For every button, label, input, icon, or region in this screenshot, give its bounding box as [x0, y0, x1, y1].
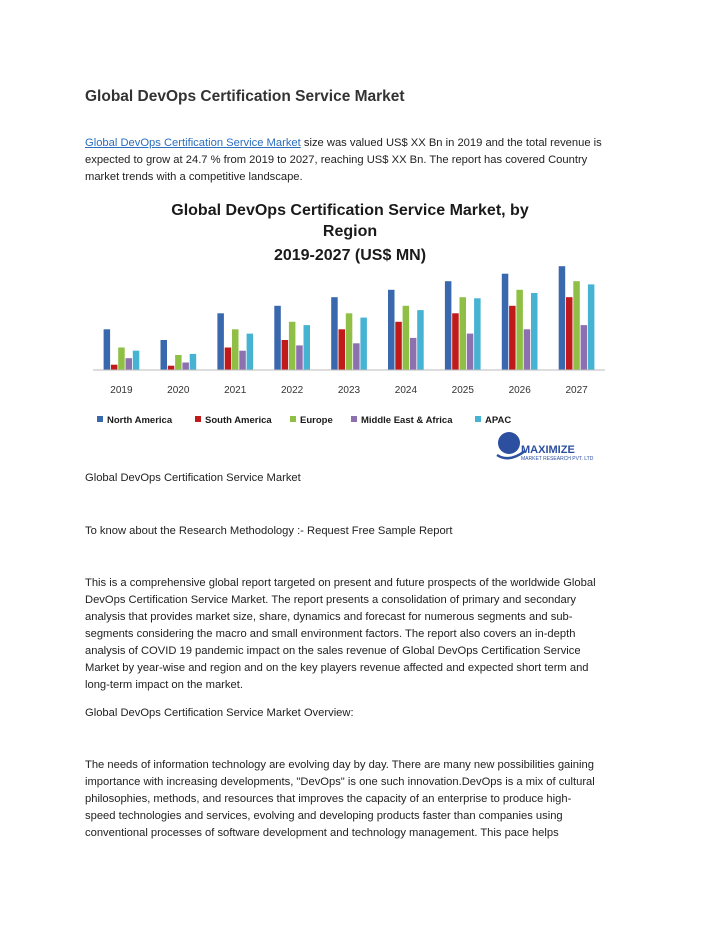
overview-line: conventional processes of software development and technology management. This pace helps [85, 827, 559, 839]
x-tick-label: 2021 [224, 385, 247, 396]
report-line: long-term impact on the market. [85, 679, 243, 691]
bar-apac-2020 [190, 354, 197, 370]
x-tick-label: 2019 [110, 385, 133, 396]
overview-line: The needs of information technology are evolving day by day. There are many new possibilities gaining [85, 759, 594, 771]
bar-middle-east-africa-2024 [410, 338, 417, 370]
intro-text-1: size was valued US$ XX Bn in 2019 and the total revenue is [300, 137, 602, 149]
bar-north-america-2022 [274, 306, 281, 370]
methodology-line[interactable]: To know about the Research Methodology :- Request Free Sample Report [85, 525, 453, 537]
report-line: analysis that provides market size, share, dynamics and forecast for numerous segments and sub- [85, 611, 573, 623]
overview-paragraph [85, 757, 645, 842]
bar-europe-2025 [460, 297, 467, 370]
report-line: DevOps Certification Service Market. The report presents a consolidation of primary and secondary [85, 594, 577, 606]
legend-swatch [475, 416, 481, 422]
bar-north-america-2019 [104, 329, 111, 370]
intro-text-3: market trends with a competitive landscape. [85, 171, 303, 183]
bar-south-america-2026 [509, 306, 515, 370]
x-tick-label: 2026 [508, 385, 531, 396]
bar-south-america-2027 [566, 297, 573, 370]
overview-line: philosophies, methods, and resources that improves the capacity of an enterprise to produce high- [85, 793, 572, 805]
globe-icon [498, 432, 520, 454]
intro-paragraph [85, 135, 645, 186]
chart-caption: Global DevOps Certification Service Market [85, 472, 301, 484]
legend-label: APAC [485, 415, 512, 426]
bar-europe-2023 [346, 313, 353, 370]
bar-middle-east-africa-2025 [467, 334, 474, 370]
report-line: segments considering the macro and small environment factors. The report also covers an in-depth [85, 628, 576, 640]
intro-text-2: expected to grow at 24.7 % from 2019 to 2027, reaching US$ XX Bn. The report has covered Country [85, 154, 588, 166]
overview-heading: Global DevOps Certification Service Market Overview: [85, 707, 354, 719]
bar-south-america-2019 [111, 365, 118, 370]
bar-south-america-2020 [168, 366, 175, 370]
bar-europe-2027 [573, 281, 580, 370]
report-line: Market by year-wise and region and on the key players revenue affected and expected short term and [85, 662, 589, 674]
legend-label: Middle East & Africa [361, 415, 453, 426]
bar-apac-2027 [588, 284, 595, 370]
bar-north-america-2026 [502, 274, 509, 370]
market-link[interactable]: Global DevOps Certification Service Market [85, 137, 301, 149]
bar-chart [85, 193, 615, 468]
bar-middle-east-africa-2021 [239, 351, 246, 370]
bar-north-america-2025 [445, 281, 452, 370]
bar-apac-2026 [531, 293, 538, 370]
report-line: This is a comprehensive global report targeted on present and future prospects of the worldwide Global [85, 577, 596, 589]
bar-apac-2021 [247, 334, 254, 370]
legend-swatch [195, 416, 201, 422]
bar-europe-2024 [403, 306, 410, 370]
overview-line: importance with increasing developments, "DevOps" is one such innovation.DevOps is a mix of cultural [85, 776, 595, 788]
bar-north-america-2023 [331, 297, 338, 370]
chart-plot [85, 193, 615, 468]
bar-apac-2025 [474, 298, 481, 370]
maximize-logo [497, 432, 594, 462]
bar-europe-2026 [516, 290, 523, 370]
bar-north-america-2020 [161, 340, 168, 370]
legend-swatch [290, 416, 296, 422]
bar-middle-east-africa-2026 [524, 329, 531, 370]
page-title: Global DevOps Certification Service Market [85, 88, 405, 105]
bar-middle-east-africa-2020 [182, 363, 189, 371]
logo-subtitle: MARKET RESEARCH PVT. LTD [521, 456, 594, 462]
bar-apac-2022 [304, 325, 311, 370]
legend-label: North America [107, 415, 173, 426]
bar-apac-2019 [133, 351, 140, 370]
x-tick-label: 2020 [167, 385, 190, 396]
x-tick-label: 2023 [337, 385, 361, 396]
bar-north-america-2024 [388, 290, 395, 370]
logo-name: MAXIMIZE [521, 444, 575, 456]
legend-swatch [351, 416, 357, 422]
chart-title-line-2: Region [322, 223, 378, 240]
x-tick-label: 2022 [280, 385, 304, 396]
bar-middle-east-africa-2022 [296, 345, 303, 370]
bar-middle-east-africa-2027 [581, 325, 588, 370]
x-tick-label: 2025 [451, 385, 474, 396]
bar-apac-2023 [360, 318, 367, 370]
chart-title-line-1: Global DevOps Certification Service Market, by [171, 202, 529, 219]
x-tick-label: 2027 [565, 385, 588, 396]
bar-europe-2020 [175, 355, 182, 370]
legend-swatch [97, 416, 103, 422]
bar-north-america-2021 [217, 313, 224, 370]
chart-title-line-3: 2019-2027 (US$ MN) [273, 247, 427, 264]
bar-south-america-2022 [282, 340, 289, 370]
legend-label: Europe [300, 415, 333, 426]
bar-south-america-2021 [225, 348, 232, 371]
bar-north-america-2027 [559, 266, 566, 370]
bar-middle-east-africa-2023 [353, 343, 360, 370]
report-line: analysis of COVID 19 pandemic impact on the sales revenue of Global DevOps Certification Service [85, 645, 581, 657]
bar-south-america-2023 [339, 329, 346, 370]
report-paragraph [85, 575, 645, 694]
overview-line: speed technologies and services, evolving and developing products faster than companies using [85, 810, 563, 822]
bar-europe-2019 [118, 348, 125, 371]
x-tick-label: 2024 [394, 385, 418, 396]
bar-middle-east-africa-2019 [126, 358, 133, 370]
legend-label: South America [205, 415, 272, 426]
bar-south-america-2025 [452, 313, 459, 370]
bar-south-america-2024 [395, 322, 402, 370]
bar-europe-2021 [232, 329, 239, 370]
bar-apac-2024 [417, 310, 424, 370]
bar-europe-2022 [289, 322, 296, 370]
